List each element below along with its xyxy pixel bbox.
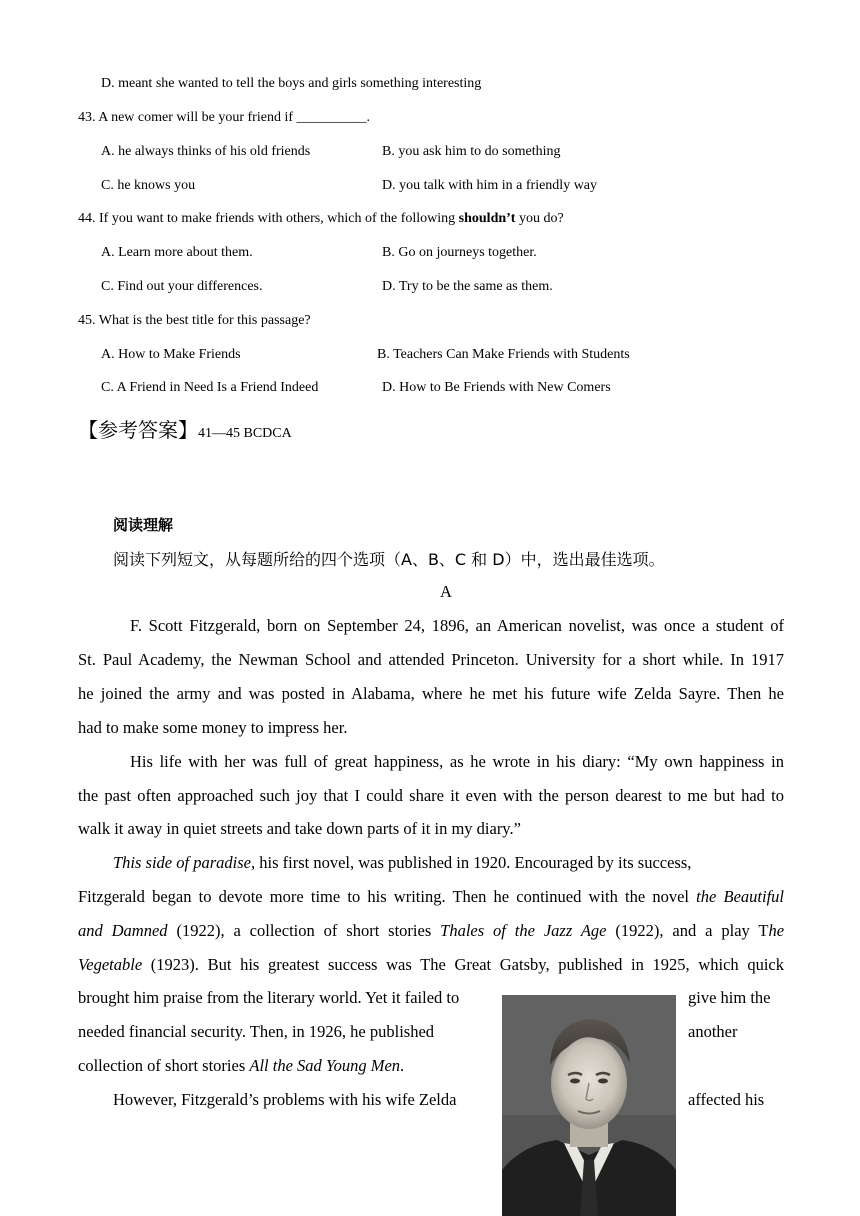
q42-option-d: D. meant she wanted to tell the boys and girls something interesting xyxy=(101,76,482,91)
passage-p1-line4: had to make some money to impress her. xyxy=(78,718,348,737)
passage-p2-line1: His life with her was full of great happiness, as he wrote in his diary: “My own happiness in xyxy=(130,752,784,771)
passage-p3-line7-text: collection of short stories xyxy=(78,1056,250,1075)
q43-option-c: C. he knows you xyxy=(101,178,196,193)
passage-p4-line1-left: However, Fitzgerald’s problems with his wife Zelda xyxy=(113,1090,457,1109)
q45-option-b: B. Teachers Can Make Friends with Students xyxy=(377,347,630,362)
q44-option-b: B. Go on journeys together. xyxy=(382,245,537,260)
passage-p3-line3-text2: (1922), and a play T xyxy=(606,921,769,940)
passage-p3-line6-right: another xyxy=(688,1022,738,1041)
q44-stem-bold: shouldn’t xyxy=(458,211,516,226)
q44-option-d: D. Try to be the same as them. xyxy=(382,279,553,294)
passage-p3-line3 xyxy=(78,914,784,948)
passage-p3-line2 xyxy=(78,880,784,914)
passage-p3-line3-text: (1922), a collection of short stories xyxy=(167,921,441,940)
passage-p3-line7 xyxy=(78,1049,404,1083)
collection-title-jazz-age: Thales of the Jazz Age xyxy=(440,921,607,940)
play-title-vegetable: Vegetable xyxy=(78,955,143,974)
passage-p3-line5-right: give him the xyxy=(688,988,771,1007)
passage-p3-line1-text: his first novel, was published in 1920. Encouraged by its success, xyxy=(255,853,692,872)
q44-stem-post: you do? xyxy=(515,211,564,226)
q43-option-a: A. he always thinks of his old friends xyxy=(101,144,311,159)
passage-p4-line1-right: affected his xyxy=(688,1090,765,1109)
section-heading: 阅读理解 xyxy=(113,516,174,534)
q45-option-d: D. How to Be Friends with New Comers xyxy=(382,380,611,395)
portrait-illustration xyxy=(502,995,676,1216)
collection-title-sad-young-men: All the Sad Young Men xyxy=(249,1056,401,1075)
passage-p3-line7-end: . xyxy=(400,1056,405,1075)
section-instruction: 阅读下列短文，从每题所给的四个选项（A、B、C 和 D）中，选出最佳选项。 xyxy=(113,550,665,569)
q45-option-a: A. How to Make Friends xyxy=(101,347,241,362)
q44-stem-pre: 44. If you want to make friends with others, which of the following xyxy=(78,211,459,226)
passage-p2-line3: walk it away in quiet streets and take down parts of it in my diary.” xyxy=(78,819,521,838)
q43-option-d: D. you talk with him in a friendly way xyxy=(382,178,598,193)
fitzgerald-portrait-photo xyxy=(502,995,676,1216)
passage-p1-line1: F. Scott Fitzgerald, born on September 24, 1896, an American novelist, was once a student of xyxy=(130,616,784,635)
passage-p3-line6-left: needed financial security. Then, in 1926, he published xyxy=(78,1022,435,1041)
q45-stem: 45. What is the best title for this passage? xyxy=(78,313,311,328)
play-title-he: he xyxy=(768,921,785,940)
answer-key-label: 【参考答案】 xyxy=(78,418,198,442)
novel-title-beautiful: the Beautiful xyxy=(696,887,784,906)
passage-p2-line2: the past often approached such joy that I could share it even with the person dearest to me but had to xyxy=(78,786,784,805)
passage-label: A xyxy=(440,582,452,601)
q44-option-c: C. Find out your differences. xyxy=(101,279,263,294)
novel-title-damned: and Damned xyxy=(78,921,168,940)
novel-title-paradise: This side of paradise, xyxy=(113,853,256,872)
passage-p3-line4 xyxy=(78,948,784,982)
q44-stem xyxy=(78,211,564,227)
passage-p1-line2: St. Paul Academy, the Newman School and attended Princeton. University for a short while. In 1917 xyxy=(78,650,784,669)
passage-p3-line5-left: brought him praise from the literary world. Yet it failed to xyxy=(78,988,460,1007)
answer-key-value: 41—45 BCDCA xyxy=(198,426,292,441)
passage-p1-line3: he joined the army and was posted in Alabama, where he met his future wife Zelda Sayre. Then he xyxy=(78,684,784,703)
q43-stem: 43. A new comer will be your friend if __________. xyxy=(78,110,371,125)
q45-option-c: C. A Friend in Need Is a Friend Indeed xyxy=(101,380,319,395)
q43-option-b: B. you ask him to do something xyxy=(382,144,561,159)
answer-key xyxy=(78,414,292,443)
passage-p3-line4-text: (1923). But his greatest success was The Great Gatsby, published in 1925, which quick xyxy=(142,955,784,974)
passage-p3-line1 xyxy=(113,846,723,880)
q44-option-a: A. Learn more about them. xyxy=(101,245,253,260)
passage-p3-line2-text: Fitzgerald began to devote more time to his writing. Then he continued with the novel xyxy=(78,887,697,906)
